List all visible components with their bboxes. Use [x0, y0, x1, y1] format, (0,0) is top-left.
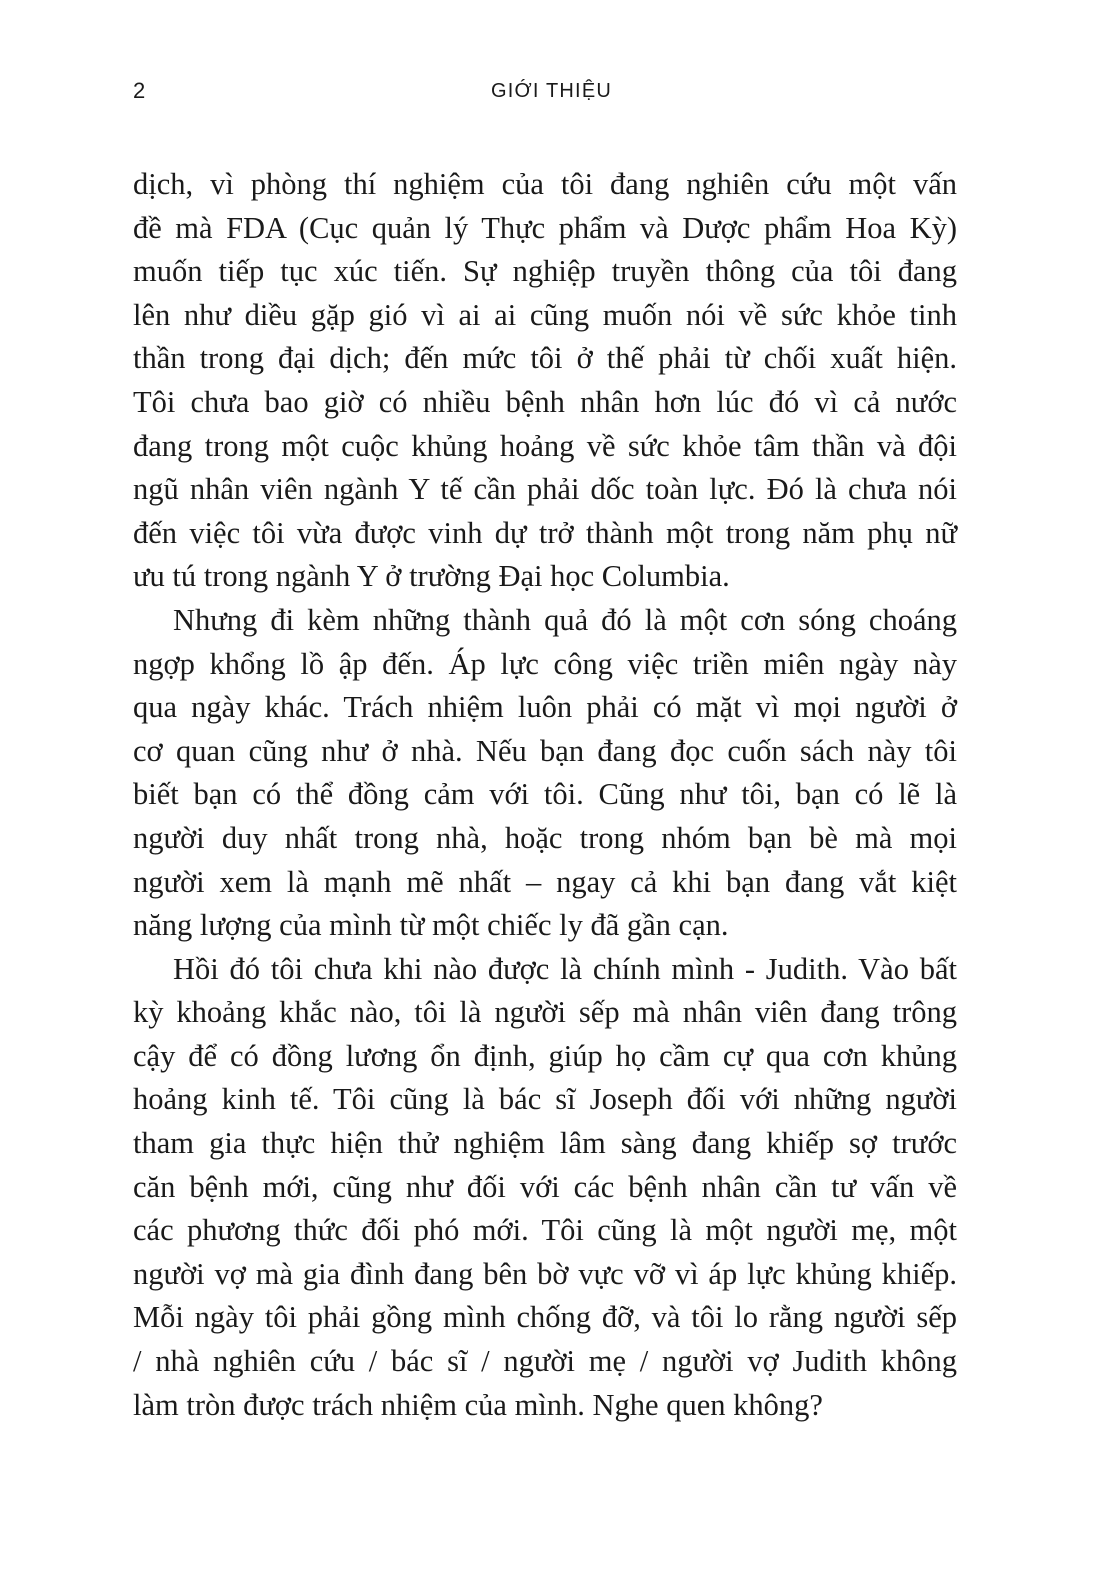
text-line: người xem là mạnh mẽ nhất – ngay cả khi bạn đang vắt kiệt: [133, 864, 957, 899]
text-line: tham gia thực hiện thử nghiệm lâm sàng đang khiếp sợ trước: [133, 1126, 957, 1161]
text-line: dịch, vì phòng thí nghiệm của tôi đang nghiên cứu một vấn: [133, 167, 957, 201]
text-line: ngợp khổng lồ ập đến. Áp lực công việc triền miên ngày này: [133, 646, 957, 681]
text-line: đến việc tôi vừa được vinh dự trở thành một trong năm phụ nữ: [133, 515, 957, 550]
text-line: lên như diều gặp gió vì ai ai cũng muốn nói về sức khỏe tinh: [133, 297, 957, 332]
text-line: các phương thức đối phó mới. Tôi cũng là một người mẹ, một: [133, 1213, 957, 1248]
text-line: Mỗi ngày tôi phải gồng mình chống đỡ, và tôi lo rằng người sếp: [133, 1300, 957, 1335]
text-line: năng lượng của mình từ một chiếc ly đã gần cạn.: [133, 908, 729, 943]
text-line: hoảng kinh tế. Tôi cũng là bác sĩ Joseph đối với những người: [133, 1082, 957, 1117]
text-line: muốn tiếp tục xúc tiến. Sự nghiệp truyền thông của tôi đang: [133, 254, 957, 289]
paragraph-3: [133, 948, 957, 1428]
text-line: căn bệnh mới, cũng như đối với các bệnh nhân cần tư vấn về: [133, 1169, 957, 1204]
text-line: Tôi chưa bao giờ có nhiều bệnh nhân hơn lúc đó vì cả nước: [133, 384, 957, 419]
text-line: ngũ nhân viên ngành Y tế cần phải dốc toàn lực. Đó là chưa nói: [133, 472, 957, 507]
page-number: 2: [133, 78, 146, 103]
text-line: kỳ khoảng khắc nào, tôi là người sếp mà nhân viên đang trông: [133, 995, 957, 1030]
text-line: đang trong một cuộc khủng hoảng về sức khỏe tâm thần và đội: [133, 428, 957, 463]
text-line: người vợ mà gia đình đang bên bờ vực vỡ vì áp lực khủng khiếp.: [133, 1256, 957, 1291]
text-line: cơ quan cũng như ở nhà. Nếu bạn đang đọc cuốn sách này tôi: [133, 733, 957, 768]
text-line: đề mà FDA (Cục quản lý Thực phẩm và Dược phẩm Hoa Kỳ): [133, 210, 957, 245]
body-text: [133, 163, 957, 1427]
running-title: GIỚI THIỆU: [490, 80, 612, 102]
text-line: cậy để có đồng lương ổn định, giúp họ cầm cự qua cơn khủng: [133, 1038, 957, 1073]
text-line: Hồi đó tôi chưa khi nào được là chính mình - Judith. Vào bất: [173, 951, 957, 986]
text-line: người duy nhất trong nhà, hoặc trong nhóm bạn bè mà mọi: [133, 820, 957, 855]
text-line: làm tròn được trách nhiệm của mình. Nghe quen không?: [133, 1387, 823, 1422]
text-line: / nhà nghiên cứu / bác sĩ / người mẹ / người vợ Judith không: [133, 1344, 957, 1379]
paragraph-1: [133, 163, 957, 599]
text-line: biết bạn có thể đồng cảm với tôi. Cũng như tôi, bạn có lẽ là: [133, 777, 957, 812]
paragraph-2: [133, 599, 957, 948]
text-line: Nhưng đi kèm những thành quả đó là một cơn sóng choáng: [173, 602, 957, 637]
text-line: qua ngày khác. Trách nhiệm luôn phải có mặt vì mọi người ở: [133, 690, 957, 725]
text-line: ưu tú trong ngành Y ở trường Đại học Columbia.: [133, 559, 730, 594]
text-line: thần trong đại dịch; đến mức tôi ở thế phải từ chối xuất hiện.: [133, 341, 957, 376]
